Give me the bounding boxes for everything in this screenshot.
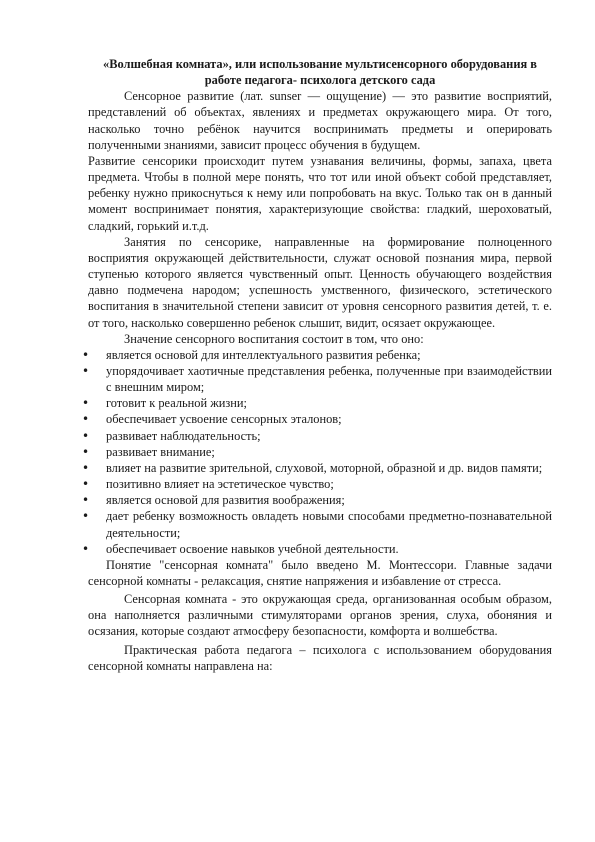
list-item: • является основой для развития воображения; <box>88 492 552 508</box>
list-item: • развивает внимание; <box>88 444 552 460</box>
list-item: • готовит к реальной жизни; <box>88 395 552 411</box>
paragraph-sensory-definition: Сенсорное развитие (лат. sunser — ощущение) — это развитие восприятий, представлений об объектах, явлениях и предметах окружающего мира. От того, насколько точно ребёнок научится воспринимать предметы и оперировать полученными знаниями, зависит процесс обучения в будущем. <box>88 89 552 152</box>
list-intro: Значение сенсорного воспитания состоит в том, что оно: <box>124 331 424 346</box>
document-title: «Волшебная комната», или использование мультисенсорного оборудования в работе педагога- психолога детского сада <box>103 57 537 88</box>
list-item: • влияет на развитие зрительной, слуховой, моторной, образной и др. видов памяти; <box>88 460 552 476</box>
paragraph-sensory-development: Развитие сенсорики происходит путем узнавания величины, формы, запаха, цвета предмета. Чтобы в полной мере понять, что тот или иной объект собой представляет, ребенку нужно прикоснуться к нему или попробовать на вкус. Только так он в данный момент воспринимает понятия, характеризующие свойства: гладкий, шероховатый, сладкий, горький и.т.д. <box>88 153 552 233</box>
list-item: • обеспечивает усвоение сенсорных эталонов; <box>88 411 552 427</box>
paragraph-sensory-room-concept: Понятие "сенсорная комната" было введено М. Монтессори. Главные задачи сенсорной комнаты - релаксация, снятие напряжения и избавление от стресса. <box>88 557 552 588</box>
list-item: • позитивно влияет на эстетическое чувство; <box>88 476 552 492</box>
list-item: • упорядочивает хаотичные представления ребенка, полученные при взаимодействии с внешним миром; <box>88 363 552 395</box>
sensory-benefits-list <box>88 347 552 557</box>
paragraph-sensory-room-definition: Сенсорная комната - это окружающая среда, организованная особым образом, она наполняется различными стимуляторами органов зрения, слуха, обоняния и осязания, которые создают атмосферу безопасности, комфорта и волшебства. <box>88 592 552 639</box>
paragraph-sensory-lessons: Занятия по сенсорике, направленные на формирование полноценного восприятия окружающей действительности, служат основой познания мира, первой ступенью которого является чувственный опыт. Ценность обучающего воздействия давно подмечена народом; успешность умственного, физического, эстетического воспитания в значительной степени зависит от уровня сенсорного развития детей, т. е. от того, насколько совершенно ребенок слышит, видит, осязает окружающее. <box>88 234 552 330</box>
list-item: • обеспечивает освоение навыков учебной деятельности. <box>88 541 552 557</box>
paragraph-practical-work: Практическая работа педагога – психолога с использованием оборудования сенсорной комнаты направлена на: <box>88 642 552 673</box>
list-item: • дает ребенку возможность овладеть новыми способами предметно-познавательной деятельности; <box>88 508 552 540</box>
document-page <box>88 56 552 674</box>
list-item: • развивает наблюдательность; <box>88 428 552 444</box>
list-item: • является основой для интеллектуального развития ребенка; <box>88 347 552 363</box>
